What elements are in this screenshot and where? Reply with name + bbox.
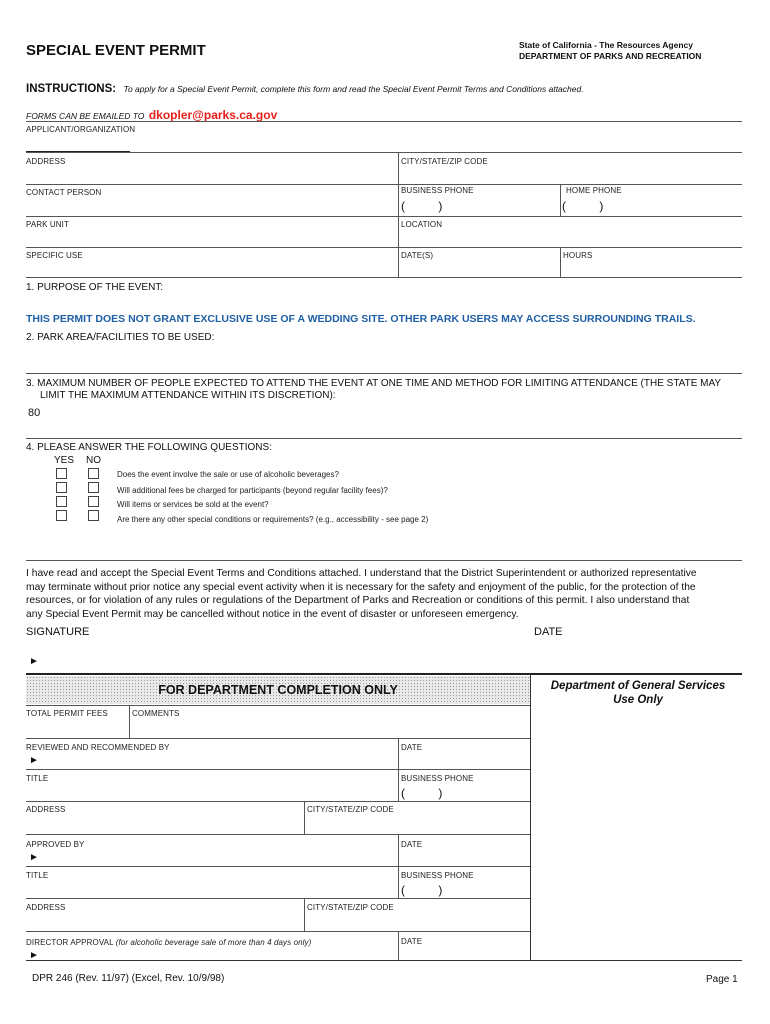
no-checkbox[interactable]	[88, 468, 99, 479]
page-number: Page 1	[706, 974, 738, 985]
agreement-line: any Special Event Permit may be cancelled without notice in the event of disaster or unforeseen emergency.	[26, 608, 519, 620]
email-address[interactable]: dkopler@parks.ca.gov	[148, 108, 278, 122]
title-label-2: TITLE	[26, 871, 49, 880]
divider	[26, 560, 742, 561]
divider	[26, 960, 742, 961]
divider	[304, 898, 305, 931]
divider	[398, 866, 399, 898]
divider	[26, 373, 742, 374]
title-label: TITLE	[26, 774, 49, 783]
dates-label: DATE(S)	[401, 251, 434, 260]
divider	[530, 674, 531, 960]
no-header: NO	[86, 455, 101, 466]
divider	[398, 184, 399, 216]
divider	[398, 834, 399, 866]
divider	[26, 769, 530, 770]
agency-line-2: DEPARTMENT OF PARKS AND RECREATION	[519, 51, 702, 61]
yes-checkbox[interactable]	[56, 468, 67, 479]
divider	[26, 738, 530, 739]
dgs-line: Department of General Services	[550, 680, 726, 692]
divider	[26, 121, 742, 122]
dept-address-label: ADDRESS	[26, 805, 66, 814]
director-date-label: DATE	[401, 937, 423, 946]
yes-header: YES	[54, 455, 75, 466]
agreement-line: may terminate without prior notice any special event activity when it is necessary for the safety and enjoyment of the public, for the protection of the	[26, 581, 696, 593]
agreement-text	[26, 567, 697, 621]
divider	[26, 216, 742, 217]
question-text: Will items or services be sold at the event?	[117, 500, 269, 509]
instructions	[26, 79, 584, 97]
attendance-label-2: LIMIT THE MAXIMUM ATTENDANCE WITHIN ITS DISCRETION):	[40, 390, 336, 401]
divider	[26, 438, 742, 439]
divider	[560, 184, 561, 216]
director-arrow-icon[interactable]: ►	[29, 950, 39, 961]
question-text: Will additional fees be charged for participants (beyond regular facility fees)?	[117, 486, 388, 495]
dgs-use-only	[532, 679, 744, 707]
purpose-label: 1. PURPOSE OF THE EVENT:	[26, 282, 164, 293]
divider	[398, 152, 399, 184]
home-phone-field[interactable]: ( )	[562, 199, 604, 213]
location-label: LOCATION	[401, 220, 443, 229]
divider	[26, 866, 530, 867]
reviewed-date-label: DATE	[401, 743, 423, 752]
applicant-org-label: APPLICANT/ORGANIZATION	[26, 125, 136, 134]
no-checkbox[interactable]	[88, 482, 99, 493]
form-title: SPECIAL EVENT PERMIT	[26, 42, 206, 59]
divider	[26, 184, 742, 185]
divider	[398, 247, 399, 277]
attendance-label-1: 3. MAXIMUM NUMBER OF PEOPLE EXPECTED TO ATTEND THE EVENT AT ONE TIME AND METHOD FOR LIMITING ATTENDANCE (THE STATE MAY	[26, 378, 722, 389]
approved-date-label: DATE	[401, 840, 423, 849]
dept-business-phone-label-2: BUSINESS PHONE	[401, 871, 474, 880]
yes-checkbox[interactable]	[56, 510, 67, 521]
area-label: 2. PARK AREA/FACILITIES TO BE USED:	[26, 332, 215, 343]
business-phone-label: BUSINESS PHONE	[401, 186, 474, 195]
dept-city-state-zip-label-2: CITY/STATE/ZIP CODE	[307, 903, 394, 912]
address-label: ADDRESS	[26, 157, 66, 166]
agreement-line: resources, or for violation of any rules or regulations of the Department of Parks and Recreation or conditions of this permit. I also understand that	[26, 595, 690, 606]
instructions-label: INSTRUCTIONS:	[26, 83, 117, 95]
no-checkbox[interactable]	[88, 496, 99, 507]
director-approval-note: (for alcoholic beverage sale of more than 4 days only)	[115, 938, 312, 947]
questions-label: 4. PLEASE ANSWER THE FOLLOWING QUESTIONS:	[26, 442, 272, 453]
approved-by-label: APPROVED BY	[26, 840, 85, 849]
divider	[398, 216, 399, 247]
divider	[26, 801, 530, 802]
divider	[304, 801, 305, 834]
divider	[26, 898, 530, 899]
contact-person-label: CONTACT PERSON	[26, 188, 102, 197]
divider	[26, 247, 742, 248]
dept-business-phone-field[interactable]: ( )	[401, 786, 443, 800]
business-phone-field[interactable]: ( )	[401, 199, 443, 213]
divider	[398, 738, 399, 769]
yes-checkbox[interactable]	[56, 482, 67, 493]
attendance-value[interactable]: 80	[28, 407, 41, 419]
email-prefix: FORMS CAN BE EMAILED TO	[26, 111, 145, 121]
divider	[26, 152, 742, 153]
dept-business-phone-field-2[interactable]: ( )	[401, 883, 443, 897]
dept-address-label-2: ADDRESS	[26, 903, 66, 912]
divider	[398, 769, 399, 801]
director-approval-label	[26, 938, 311, 947]
divider	[26, 705, 530, 706]
instructions-text: To apply for a Special Event Permit, complete this form and read the Special Event Permit Terms and Conditions attached.	[123, 84, 584, 94]
form-id: DPR 246 (Rev. 11/97) (Excel, Rev. 10/9/98)	[32, 973, 225, 984]
director-approval-text: DIRECTOR APPROVAL	[26, 938, 114, 947]
divider	[26, 277, 742, 278]
wedding-notice: THIS PERMIT DOES NOT GRANT EXCLUSIVE USE OF A WEDDING SITE. OTHER PARK USERS MAY ACCESS SURROUNDING TRAILS.	[26, 313, 696, 325]
dept-business-phone-label: BUSINESS PHONE	[401, 774, 474, 783]
divider	[26, 931, 530, 932]
dgs-line: Use Only	[613, 694, 663, 706]
park-unit-label: PARK UNIT	[26, 220, 69, 229]
reviewed-by-label: REVIEWED AND RECOMMENDED BY	[26, 743, 170, 752]
specific-use-label: SPECIFIC USE	[26, 251, 83, 260]
divider	[398, 931, 399, 960]
hours-label: HOURS	[563, 251, 593, 260]
agency-line-1: State of California - The Resources Agency	[519, 40, 693, 50]
signature-arrow-icon[interactable]: ►	[29, 656, 39, 667]
comments-label: COMMENTS	[132, 709, 180, 718]
question-text: Are there any other special conditions or requirements? (e.g., accessibility - see page 2)	[117, 515, 429, 524]
city-state-zip-label: CITY/STATE/ZIP CODE	[401, 157, 488, 166]
home-phone-label: HOME PHONE	[566, 186, 622, 195]
divider	[26, 834, 530, 835]
reviewed-arrow-icon[interactable]: ►	[29, 755, 39, 766]
agreement-line: I have read and accept the Special Event Terms and Conditions attached. I understand that the District Superintendent or authorized representative	[26, 568, 697, 579]
total-fees-label: TOTAL PERMIT FEES	[26, 709, 108, 718]
department-heading: FOR DEPARTMENT COMPLETION ONLY	[158, 683, 398, 697]
signature-label: SIGNATURE	[26, 626, 90, 638]
divider	[26, 673, 742, 675]
yes-checkbox[interactable]	[56, 496, 67, 507]
no-checkbox[interactable]	[88, 510, 99, 521]
approved-arrow-icon[interactable]: ►	[29, 852, 39, 863]
divider	[560, 247, 561, 277]
divider	[129, 705, 130, 738]
dept-city-state-zip-label: CITY/STATE/ZIP CODE	[307, 805, 394, 814]
signature-date-label: DATE	[534, 626, 563, 638]
question-text: Does the event involve the sale or use of alcoholic beverages?	[117, 470, 339, 479]
